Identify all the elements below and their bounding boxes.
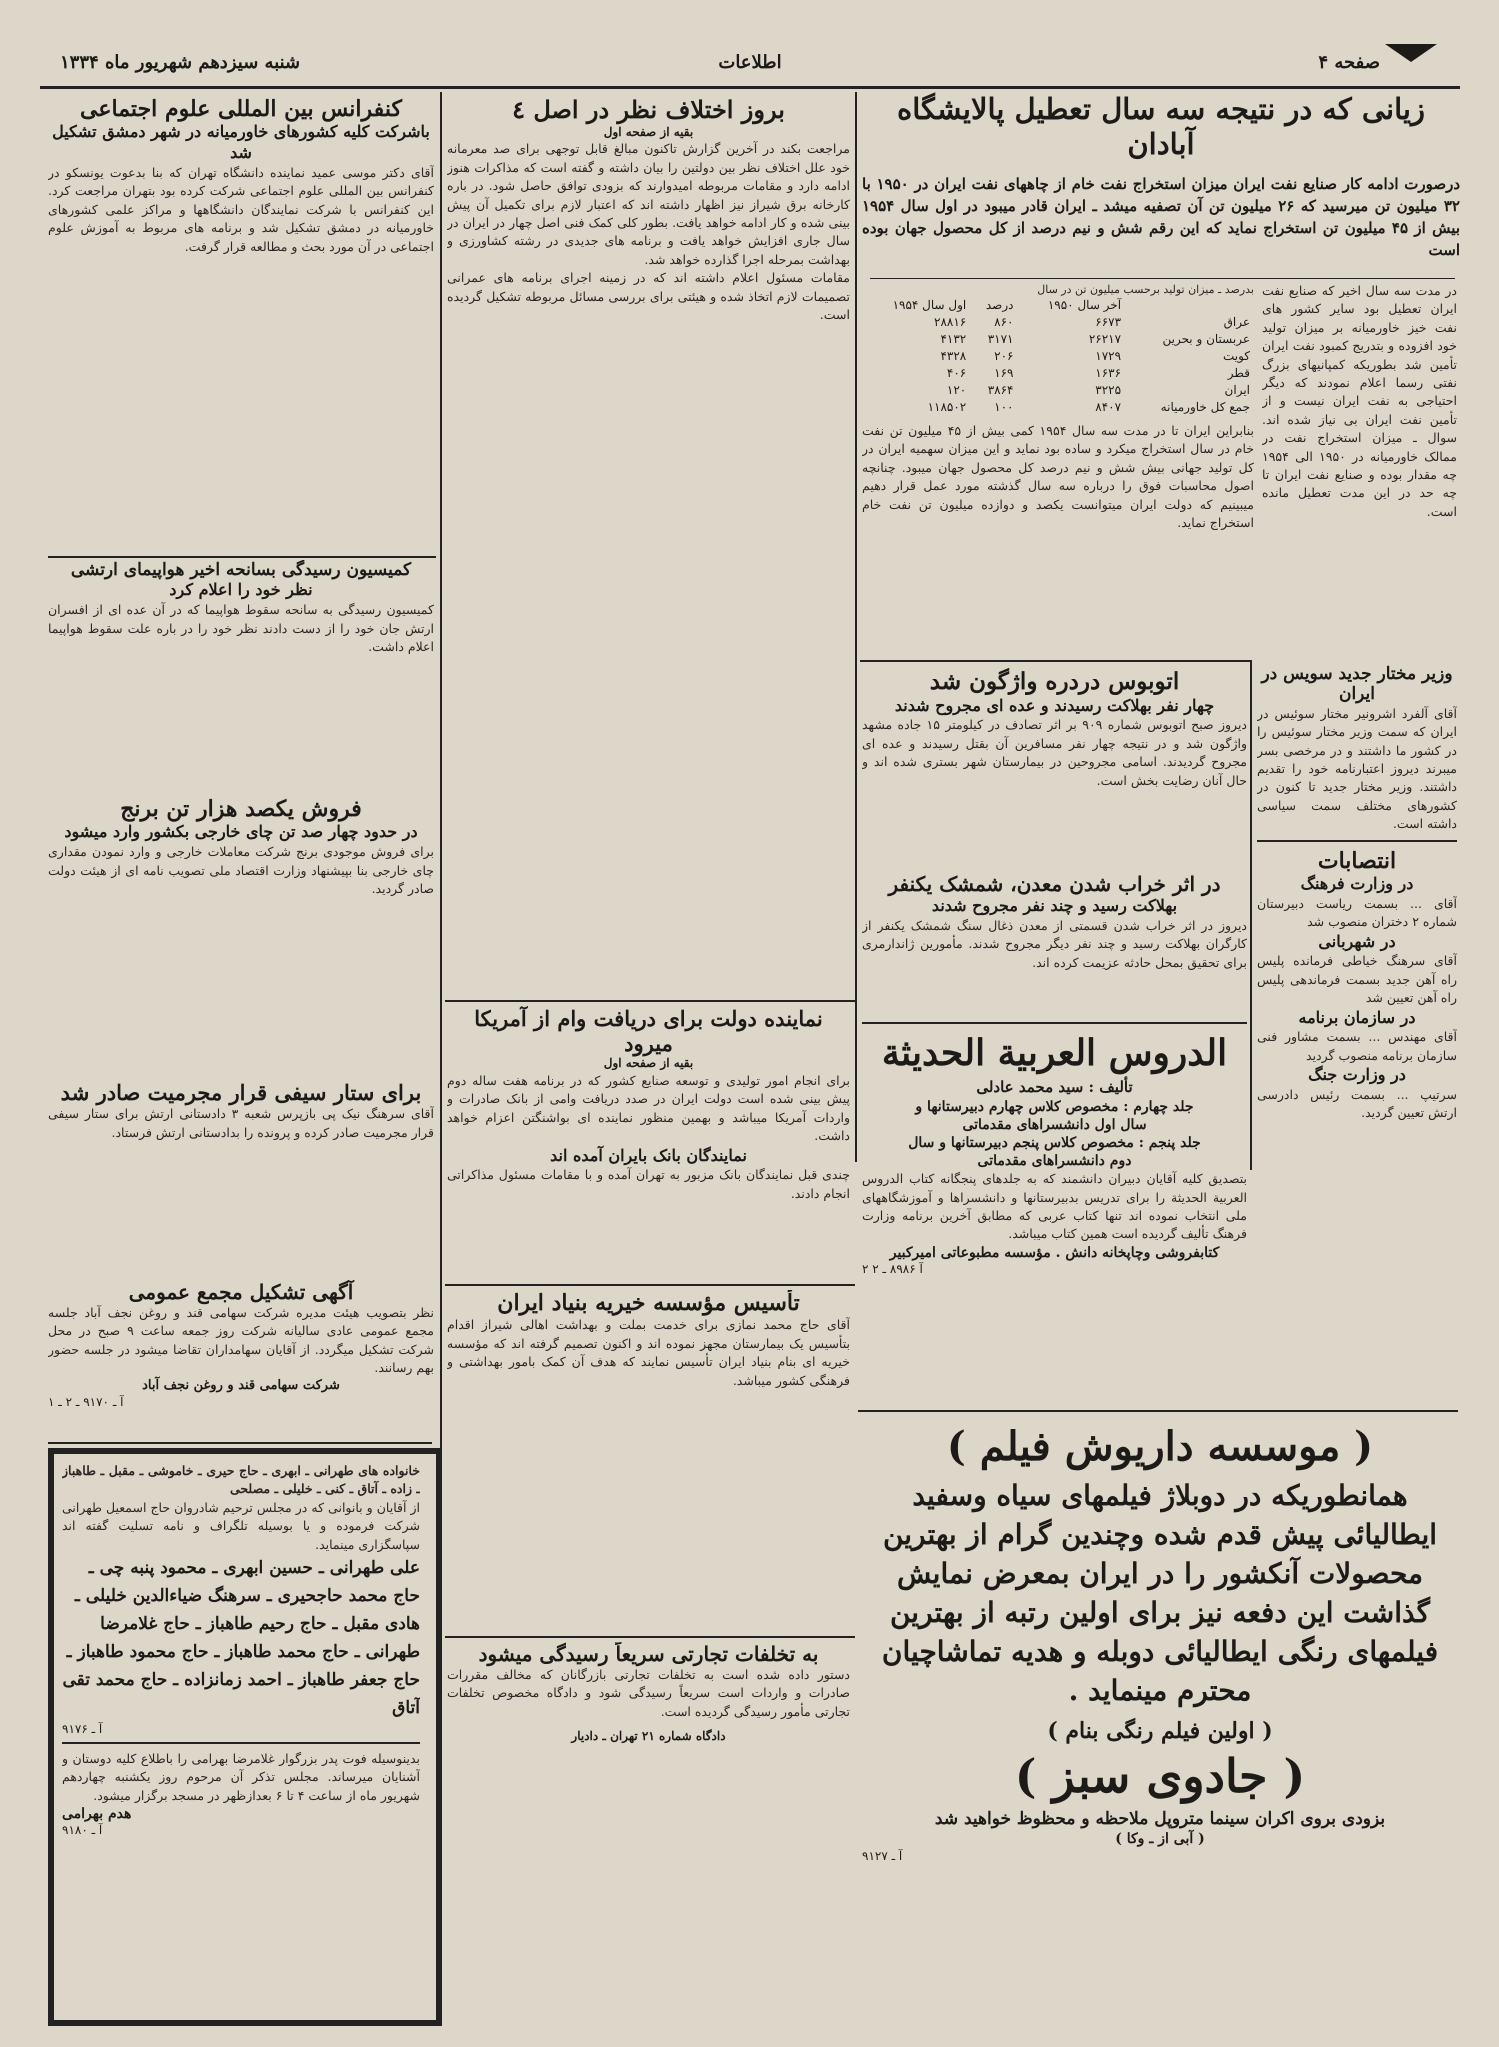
appointment-heading: در سازمان برنامه xyxy=(1298,1007,1416,1027)
swiss-minister-body: آقای آلفرد اشرونیر مختار سوئیس در ایران که سمت وزیر مختار سوئیس را در کشور ما داشتند و در مرخصی بسر میبرند دیروز اعتبارنامه خود را تقدیم داشتند. وزیر مختار جدید تا کنون در کشورهای مختلف سمت سیاسی داشته است. xyxy=(1257,705,1457,832)
book-volume-line: دوم دانشسراهای مقدماتی xyxy=(977,1153,1132,1170)
table-cell: ۱۰۰ xyxy=(994,400,1014,414)
ad-code: آ ـ ۹۱۲۷ xyxy=(862,1848,903,1863)
newspaper-name: اطلاعات xyxy=(718,52,782,73)
divider xyxy=(858,1410,1458,1412)
divider xyxy=(860,660,1252,662)
book-volume-line: جلد چهارم : مخصوص کلاس چهارم دبیرستانها و xyxy=(915,1098,1194,1115)
conference-article xyxy=(48,96,434,556)
continued-label: بقیه از صفحه اول xyxy=(603,124,694,139)
film-ad-text: همانطوریکه در دوبلاژ فیلمهای سیاه وسفید ایطالیائی پیش قدم شده وچندین گرام از بهترین محصولات آنکشور را در ایران بمعرض نمایش گذاشت این دفعه نیز برای اولین رتبه از بهترین فیلمهای رنگی ایطالیائی دوبله و هدیه تماشاچیان محترم مینماید . xyxy=(881,1479,1439,1707)
divider xyxy=(62,1742,420,1744)
loan-title: نماینده دولت برای دریافت وام از آمریکا میرود xyxy=(474,1006,823,1057)
table-caption: بدرصد ـ میزان تولید برحسب میلیون تن در سال xyxy=(1037,283,1254,296)
mine-subtitle: بهلاکت رسید و چند نفر مجروح شدند xyxy=(931,896,1178,915)
loan-body: برای انجام امور تولیدی و توسعه صنایع کشور که در برنامه هفت ساله دوم پیش بینی شده است دولت ایران در صدد دریافت وامی از بانک صادرات و واردات آمریکا میباشد و بهمین منظور نماینده ای بواشنگتن اعزام خواهد داشت. xyxy=(447,1072,850,1144)
loan-article xyxy=(447,1006,850,1278)
ad-code: آ ۸۹۸۶ ـ ۲ ۲ xyxy=(862,1262,923,1277)
divider xyxy=(445,1284,855,1286)
table-cell: ۸۴۰۷ xyxy=(1095,400,1122,414)
bus-accident-article xyxy=(862,668,1247,868)
swiss-minister-title: وزیر مختار جدید سویس در ایران xyxy=(1261,664,1453,705)
header-ornament xyxy=(1385,44,1437,62)
appointment-body: آقای مهندس ... بسمت مشاور فنی سازمان برنامه منصوب گردید xyxy=(1257,1029,1457,1063)
table-cell: ۴۰۶ xyxy=(946,366,967,380)
rice-title: فروش یکصد هزار تن برنج xyxy=(120,796,362,822)
table-cell: ۳۲۲۵ xyxy=(1095,383,1122,397)
loan-body: چندی قبل نمایندگان بانک مزبور به تهران آمده و با مقامات مسئول مذاکراتی انجام دادند. xyxy=(447,1167,850,1201)
foundation-title: تأسیس مؤسسه خیریه بنیاد ایران xyxy=(497,1290,800,1316)
bus-title: اتوبوس دردره واژگون شد xyxy=(929,668,1180,695)
mine-accident-article xyxy=(862,872,1247,1012)
headline-line-1: زیانی که در نتیجه سه سال تعطیل پالایشگاه آبادان xyxy=(897,92,1425,161)
ad-code: آ ـ ۹۱۷۰ ـ ۲ ـ ۱ xyxy=(48,1394,124,1409)
table-cell: عربستان و بحرین xyxy=(1162,332,1250,346)
oil-lead xyxy=(862,173,1460,273)
conference-subtitle: باشرکت کلیه کشورهای خاورمیانه در شهر دمشق تشکیل شد xyxy=(52,122,430,163)
table-cell: کویت xyxy=(1222,349,1250,363)
trade-article xyxy=(447,1642,850,2020)
commission-title: کمیسیون رسیدگی بسانحه اخیر هواپیمای ارتشی xyxy=(70,560,412,580)
table-row xyxy=(862,348,1254,365)
table-cell: ۳۸۶۴ xyxy=(987,383,1014,397)
condolence-body: از آقایان و بانوانی که در مجلس ترحیم شادروان حاج اسمعیل طهرانی شرکت فرموده و یا بوسیله تلگراف و نامه تسلیت گفته اند سپاسگزاری مینماید. xyxy=(62,1499,420,1552)
table-header: اول سال ۱۹۵۴ xyxy=(892,298,967,312)
table-row xyxy=(862,314,1254,331)
issue-date: شنبه سیزدهم شهریور ماه ۱۳۳۴ xyxy=(60,52,301,73)
book-volume-line: جلد پنجم : مخصوص کلاس پنجم دبیرستانها و سال xyxy=(908,1134,1201,1151)
table-cell: ۱۶۹ xyxy=(994,366,1014,380)
rice-article xyxy=(48,796,434,986)
condolence-signature: هدم بهرامی xyxy=(62,1806,132,1823)
table-cell: ۲۸۸۱۶ xyxy=(934,315,967,329)
book-description: بتصدیق کلیه آقایان دبیران دانشمند که به جلدهای پنجگانه کتاب الدروس العربیة الحدیثة را برای تدریس بدبیرستانها و دانشسراها و آموزشگاههای ملی انتخاب نموده اند تنها کتاب عربی که مطابق آخرین برنامه وزارت فرهنگ تألیف گردیده است همین کتاب میباشد. xyxy=(862,1171,1247,1242)
table-header: آخر سال ۱۹۵۰ xyxy=(1047,298,1122,312)
table-cell: ۱۱۸۵۰۲ xyxy=(927,400,967,414)
table-cell: عراق xyxy=(1223,315,1250,329)
point-four-body: مراجعت بکند در آخرین گزارش تاکنون مبالغ قابل توجهی برای صد معرمانه خود علل اختلاف نظر بین دولتین را بیان داشته و گفته است که مذاکرات هنوز ادامه دارد و مقامات مربوطه امیدوارند که بزودی توافق حاصل شود. در باره کارخانه برق شیراز نیز اظهار داشته اند که اعتبار لازم برای تکمیل آن پیش بینی شده و کار ادامه خواهد یافت. بطور کلی کمک فنی اصل چهار در ایران در سال جاری افزایش خواهد یافت و برنامه های جدیدی در رشته کشاورزی و بهداشت بمرحله اجرا گذارده خواهد شد. xyxy=(447,141,850,267)
spy-body: آقای سرهنگ نیک پی بازپرس شعبه ۳ دادستانی ارتش برای ستار سیفی قرار مجرمیت صادر کرده و پرونده را بدادستانی ارتش فرستاد. xyxy=(48,1106,434,1140)
table-cell: ایران xyxy=(1224,383,1250,397)
oil-body-right xyxy=(1262,282,1457,654)
mine-title: در اثر خراب شدن معدن، شمشک یکنفر xyxy=(888,872,1221,896)
table-cell: ۲۶۲۱۷ xyxy=(1088,332,1122,346)
divider xyxy=(445,1636,855,1638)
conference-body: آقای دکتر موسی عمید نماینده دانشگاه تهران که بنا بدعوت یونسکو در کنفرانس بین المللی علوم اجتماعی شرکت کرده بود بتهران مراجعت کرد. این کنفرانس با شرکت نمایندگان دانشگاهها و مراکز علمی کشورهای خاورمیانه در دمشق تشکیل شد و برنامه های مربوط به آموزش علوم اجتماعی در آن مورد بحث و مطالعه قرار گرفت. xyxy=(48,164,434,254)
table-row xyxy=(862,382,1254,399)
book-author: تألیف : سید محمد عادلی xyxy=(976,1078,1133,1096)
notice-body: نظر بتصویب هیئت مدیره شرکت سهامی قند و روغن نجف آباد جلسه مجمع عمومی عادی سالیانه شرکت روز جمعه ساعت ۹ صبح در محل شرکت تشکیل میگردد. از آقایان سهامداران تقاضا میشود در جلسه حضور بهم رسانند. xyxy=(48,1305,434,1376)
appointment-body: آقای سرهنگ خیاطی فرمانده پلیس راه آهن جدید بسمت فرماندهی پلیس راه آهن تعیین شد xyxy=(1257,953,1457,1006)
trade-footer: دادگاه شماره ۲۱ تهران ـ دادیار xyxy=(571,1729,726,1744)
col-separator xyxy=(1250,660,1252,1170)
oil-lead-text: درصورت ادامه کار صنایع نفت ایران میزان استخراج نفت خام از چاههای نفت ایران در ۱۹۵۰ با ۳۲ میلیون تن میرسید که ۲۶ میلیون تن آن تصفیه میشد ـ ایران قادر میبود در اول سال ۱۹۵۴ بیش از ۴۵ میلیون تن استخراج نماید که این رقم شش و نیم درصد از کل محصول جهان بوده است xyxy=(862,175,1460,259)
condolence-families: خانواده های طهرانی ـ ابهری ـ حاج حیری ـ خاموشی ـ مقبل ـ طاهباز ـ زاده ـ آتاق ـ کنی ـ خلیلی ـ مصلحی xyxy=(62,1463,420,1497)
table-cell: جمع کل خاورمیانه xyxy=(1160,400,1250,414)
film-ad-subtitle: ( اولین فیلم رنگی بنام ) xyxy=(1047,1718,1273,1744)
rice-body: برای فروش موجودی برنج شرکت معاملات خارجی و وارد نمودن مقداری چای خارجی بنا بپیشنهاد وزارت اقتصاد ملی تصویب نامه ای از هیئت دولت صادر گردید. xyxy=(48,844,434,896)
oil-loss-headline xyxy=(862,92,1460,167)
point-four-body: مقامات مسئول اعلام داشته اند که در زمینه اجرای برنامه های عمرانی تصمیمات لازم اتخاذ شده و هیئتی برای بررسی مسائل مربوطه تشکیل گردیده است. xyxy=(447,270,850,323)
table-cell: ۸۶۰ xyxy=(994,315,1014,329)
commission-body: کمیسیون رسیدگی به سانحه سقوط هواپیما که در آن عده ای از افسران ارتش جان خود را از دست دادند نظر خود را در باره علت سقوط هواپیما اعلام داشت. xyxy=(48,602,434,654)
oil-table-block xyxy=(862,282,1254,657)
divider xyxy=(870,278,1455,279)
table-cell: قطر xyxy=(1227,366,1250,380)
notice-title: آگهی تشکیل مجمع عمومی xyxy=(128,1280,354,1304)
ad-code: آ ـ ۹۱۷۶ xyxy=(62,1722,103,1737)
loan-subtitle: نمایندگان بانک بایران آمده اند xyxy=(550,1145,747,1165)
foundation-article xyxy=(447,1290,850,1470)
book-volume-line: سال اول دانشسراهای مقدماتی xyxy=(962,1116,1147,1133)
oil-production-table xyxy=(862,297,1254,416)
bus-subtitle: چهار نفر بهلاکت رسیدند و عده ای مجروح شدند xyxy=(894,695,1215,715)
notice-signature: شرکت سهامی قند و روغن نجف آباد xyxy=(142,1377,340,1393)
foundation-body: آقای حاج محمد نمازی برای خدمت بملت و بهداشت اهالی شیراز اقدام بتأسیس یک بیمارستان مجهز نموده اند و اکنون تصمیم گرفته اند که مؤسسه خیریه ای بنام بنیاد ایران تأسیس نمایند که هدف آن کمک بامور بهداشتی و فرهنگی کشور میباشد. xyxy=(447,1317,850,1388)
appointment-heading: در شهربانی xyxy=(1318,931,1396,951)
condolence-notice xyxy=(62,1462,420,2007)
table-cell: ۱۷۲۹ xyxy=(1095,349,1122,363)
arabic-book-ad xyxy=(862,1028,1247,1408)
table-cell: ۱۲۰ xyxy=(946,383,967,397)
appointment-heading: در وزارت فرهنگ xyxy=(1300,874,1414,894)
table-cell: ۱۶۳۶ xyxy=(1095,366,1122,380)
header-rule xyxy=(40,86,1460,89)
divider xyxy=(1257,840,1457,842)
table-cell: ۴۳۲۸ xyxy=(940,349,967,363)
table-header-row xyxy=(862,297,1254,314)
film-ad-footer: بزودی بروی اکران سینما متروپل ملاحظه و محظوظ خواهید شد xyxy=(934,1809,1386,1830)
point-four-title: بروز اختلاف نظر در اصل ٤ xyxy=(512,96,785,124)
rice-subtitle: در حدود چهار صد تن چای خارجی بکشور وارد میشود xyxy=(64,822,418,842)
film-name: ( جادوی سبز ) xyxy=(1014,1749,1306,1804)
oil-body-continued: بنابراین ایران تا در مدت سه سال ۱۹۵۴ کمی بیش از ۴۵ میلیون تن نفت خام در سال استخراج میکرد و ساده بود نماید و این میزان سهمیه ایران در کل تولید جهانی بیش شش و نیم درصد کل محصول جهان میبود. چنانچه اصول محاسبات فوق را درباره سه سال گذشته مورد عمل قرار دهیم میبینیم که دولت ایران میتوانست یکصد و دوازده میلیون تن نفت خام استخراج نماید. xyxy=(862,423,1254,531)
table-cell: ۳۱۷۱ xyxy=(987,332,1014,346)
appointments-title: انتصابات xyxy=(1317,847,1397,874)
film-ad xyxy=(862,1418,1458,2018)
appointment-heading: در وزارت جنگ xyxy=(1308,1065,1406,1085)
trade-title: به تخلفات تجارتی سریعاً رسیدگی میشود xyxy=(478,1642,819,1666)
appointment-body: سرتیپ ... بسمت رئیس دادرسی ارتش تعیین گردید. xyxy=(1257,1087,1457,1121)
oil-body-text: در مدت سه سال اخیر که صنایع نفت ایران تعطیل بود سایر کشور های نفت خیز خاورمیانه بر میزان تولید خود افزوده و بتدریج کمبود نفت ایران تأمین شد بطوریکه کمپانیهای بزرگ نفتی رسما اعلام نمودند که دیگر احتیاجی به نفت ایران نیست و از تأمین نفت ایران بی نیاز شده اند. سوال ـ میزان استخراج نفت در ممالک خاورمیانه در ۱۹۵۰ الی ۱۹۵۴ چه مقدار بوده و صنایع نفت ایران تا چه حد در این مدت تعطیل مانده است. xyxy=(1262,283,1457,519)
spy-title: برای ستار سیفی قرار مجرمیت صادر شد xyxy=(60,1080,422,1105)
table-cell: ۲۰۶ xyxy=(994,349,1014,363)
continued-label: بقیه از صفحه اول xyxy=(603,1056,694,1071)
condolence-body: بدینوسیله فوت پدر بزرگوار غلامرضا بهرامی را باطلاع کلیه دوستان و آشنایان میرساند. مجلس تذکر آن مرحوم روز یکشنبه چهاردهم شهریور ماه از ساعت ۴ تا ۶ بعدازظهر در مسجد برگزار میشود. xyxy=(62,1751,420,1803)
commission-subtitle: نظر خود را اعلام کرد xyxy=(169,580,313,600)
divider xyxy=(445,1000,855,1002)
table-row xyxy=(862,331,1254,348)
book-title-banner: الدروس العربية الحديثة xyxy=(881,1032,1228,1074)
film-ad-footer: ( آبی از ـ وکا ) xyxy=(1115,1831,1205,1848)
commission-article xyxy=(48,560,434,790)
divider xyxy=(48,556,436,558)
mine-body: دیروز در اثر خراب شدن قسمتی از معدن ذغال سنگ شمشک یکنفر از کارگران بهلاکت رسید و چند نفر دیگر مجروح شدند. مأمورین ژاندارمری برای تحقیق بمحل حادثه عزیمت کرده اند. xyxy=(862,917,1247,970)
general-meeting-notice xyxy=(48,1280,434,1440)
spy-article xyxy=(48,1080,434,1270)
narrow-column xyxy=(1257,664,1457,1224)
appointment-body: آقای ... بسمت ریاست دبیرستان شماره ۲ دختران منصوب شد xyxy=(1257,895,1457,930)
book-publisher: کتابفروشی وچاپخانه دانش . مؤسسه مطبوعاتی امیرکبیر xyxy=(889,1244,1220,1261)
ad-code: آ ـ ۹۱۸۰ xyxy=(62,1823,103,1838)
table-row xyxy=(862,399,1254,416)
table-cell: ۶۶۷۳ xyxy=(1095,315,1122,329)
trade-body: دستور داده شده است به تخلفات تجارتی بازرگانان که مخالف مقررات صادرات و واردات است سریعاً رسیدگی شود و دادگاه مخصوص تخلفات تجارتی مأمور رسیدگی گردیده است. xyxy=(447,1667,850,1719)
page-number: صفحه ۴ xyxy=(1318,52,1380,73)
col-separator xyxy=(855,92,857,1162)
conference-title: کنفرانس بین المللی علوم اجتماعی xyxy=(80,96,402,122)
table-row xyxy=(862,365,1254,382)
headline-line-2 xyxy=(862,166,1460,167)
condolence-names: علی طهرانی ـ حسین ابهری ـ محمود پنبه چی ـ حاج محمد حاجحیری ـ سرهنگ ضیاءالدین خلیلی ـ هادی مقبل ـ حاج رحیم طاهباز ـ حاج غلامرضا طهرانی ـ حاج محمد طاهباز ـ حاج محمود طاهباز ـ حاج جعفر طاهباز ـ احمد زمانزاده ـ حاج محمد تقی آتاق xyxy=(62,1558,420,1719)
table-cell: ۴۱۳۲ xyxy=(940,332,967,346)
table-header: درصد xyxy=(985,298,1014,312)
film-company-title: ( موسسه داریوش فیلم ) xyxy=(946,1423,1374,1470)
bus-body: دیروز صبح اتوبوس شماره ۹۰۹ بر اثر تصادف در کیلومتر ۱۵ جاده مشهد واژگون شد و در نتیجه چهار نفر مسافرین آن بقتل رسیدند و عده ای مجروح گردیدند. اسامی مجروحین در بیمارستان شهر بستری شده اند و حال آنان رضایت بخش است. xyxy=(862,717,1247,788)
point-four-article xyxy=(447,96,850,996)
